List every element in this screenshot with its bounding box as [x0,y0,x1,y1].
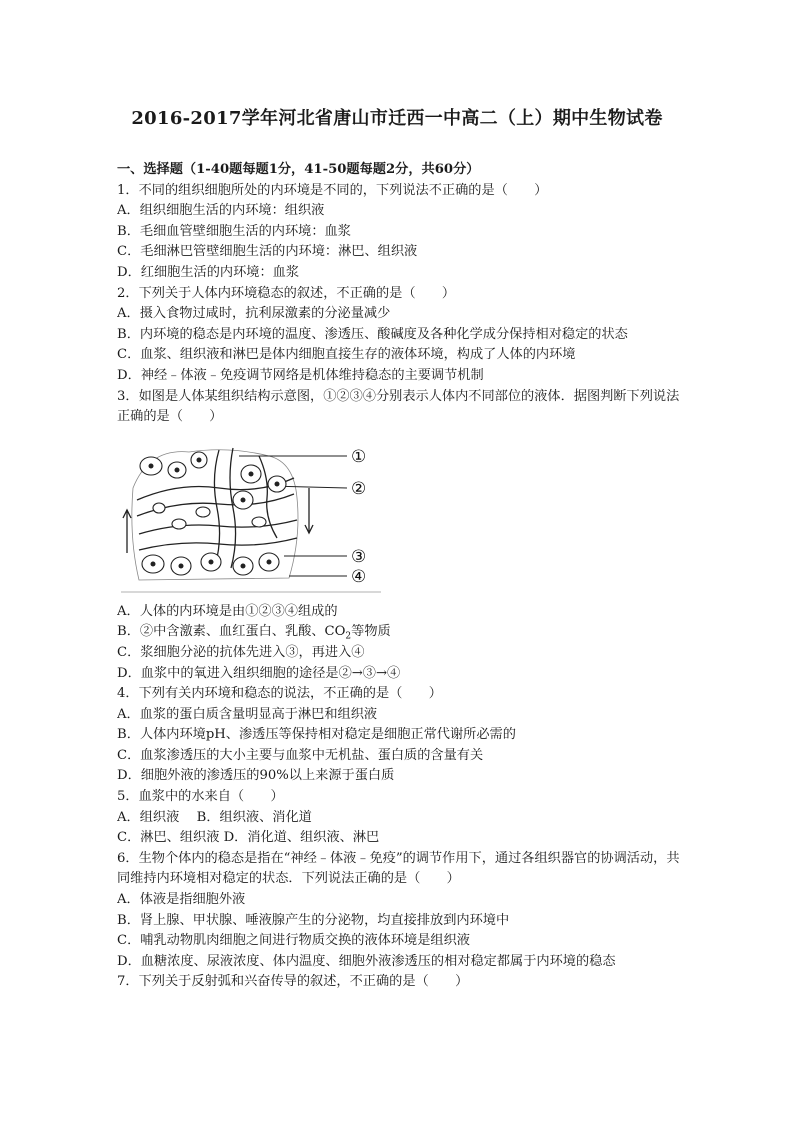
q3-option-d: D．血浆中的氧进入组织细胞的途径是②→③→④ [117,665,401,681]
q1-stem: 1．不同的组织细胞所处的内环境是不同的，下列说法不正确的是（ ） [117,182,548,198]
q3-option-b-tail: 等物质 [351,624,391,640]
exam-content [117,160,682,993]
question-3 [117,387,682,685]
q6-option-c: C．哺乳动物肌肉细胞之间进行物质交换的液体环境是组织液 [117,933,470,949]
tissue-structure-diagram [119,438,381,596]
tissue-diagram-svg [119,438,381,596]
q1-option-c: C．毛细淋巴管壁细胞生活的内环境：淋巴、组织液 [117,244,418,260]
q5-stem: 5．血浆中的水来自（ ） [117,789,284,805]
q5-options-ab: A．组织液 B．组织液、消化道 [117,809,312,825]
q6-option-a: A．体液是指细胞外液 [117,892,246,908]
question-6 [117,849,682,973]
q4-option-c: C．血浆渗透压的大小主要与血浆中无机盐、蛋白质的含量有关 [117,747,484,763]
q4-option-d: D．细胞外液的渗透压的90%以上来源于蛋白质 [117,768,395,784]
q2-stem: 2．下列关于人体内环境稳态的叙述，不正确的是（ ） [117,285,456,301]
question-1 [117,181,682,284]
q3-option-c: C．浆细胞分泌的抗体先进入③，再进入④ [117,644,365,660]
q1-option-b: B．毛细血管壁细胞生活的内环境：血浆 [117,223,351,239]
label-4: ④ [351,566,367,587]
page-title: 2016-2017学年河北省唐山市迁西一中高二（上）期中生物试卷 [131,108,663,129]
q3-option-b-text: B．②中含激素、血红蛋白、乳酸、CO [117,624,346,640]
q1-option-a: A．组织细胞生活的内环境：组织液 [117,203,325,219]
question-2 [117,284,682,387]
q2-option-c: C．血浆、组织液和淋巴是体内细胞直接生存的液体环境，构成了人体的内环境 [117,347,576,363]
q5-options-cd: C．淋巴、组织液 D．消化道、组织液、淋巴 [117,830,380,846]
question-5 [117,787,682,849]
q4-option-a: A．血浆的蛋白质含量明显高于淋巴和组织液 [117,706,378,722]
q7-stem: 7．下列关于反射弧和兴奋传导的叙述，不正确的是（ ） [117,974,469,990]
q2-option-b: B．内环境的稳态是内环境的温度、渗透压、酸碱度及各种化学成分保持相对稳定的状态 [117,326,628,342]
label-2: ② [351,478,367,499]
q6-option-b: B．肾上腺、甲状腺、唾液腺产生的分泌物，均直接排放到内环境中 [117,912,510,928]
question-4 [117,684,682,787]
q4-option-b: B．人体内环境pH、渗透压等保持相对稳定是细胞正常代谢所必需的 [117,727,516,743]
question-7 [117,972,682,993]
q3-stem: 3．如图是人体某组织结构示意图，①②③④分别表示人体内不同部位的液体．据图判断下列说法正确的是（ ） [117,388,680,425]
q2-option-d: D．神经﹣体液﹣免疫调节网络是机体维持稳态的主要调节机制 [117,367,484,383]
label-3: ③ [351,546,367,567]
label-1: ① [351,446,367,467]
q1-option-d: D．红细胞生活的内环境：血浆 [117,264,300,280]
q6-option-d: D．血糖浓度、尿液浓度、体内温度、细胞外液渗透压的相对稳定都属于内环境的稳态 [117,953,616,969]
q3-option-b-subscript: 2 [345,631,352,642]
q3-option-a: A．人体的内环境是由①②③④组成的 [117,603,338,619]
q6-stem: 6．生物个体内的稳态是指在“神经﹣体液﹣免疫”的调节作用下，通过各组织器官的协调活动，共同维持内环境相对稳定的状态．下列说法正确的是（ ） [117,850,680,887]
q4-stem: 4．下列有关内环境和稳态的说法，不正确的是（ ） [117,686,442,702]
q2-option-a: A．摄入食物过咸时，抗利尿激素的分泌量减少 [117,306,391,322]
section-heading: 一、选择题（1-40题每题1分，41-50题每题2分，共60分） [117,162,480,177]
q3-option-b [117,622,682,643]
